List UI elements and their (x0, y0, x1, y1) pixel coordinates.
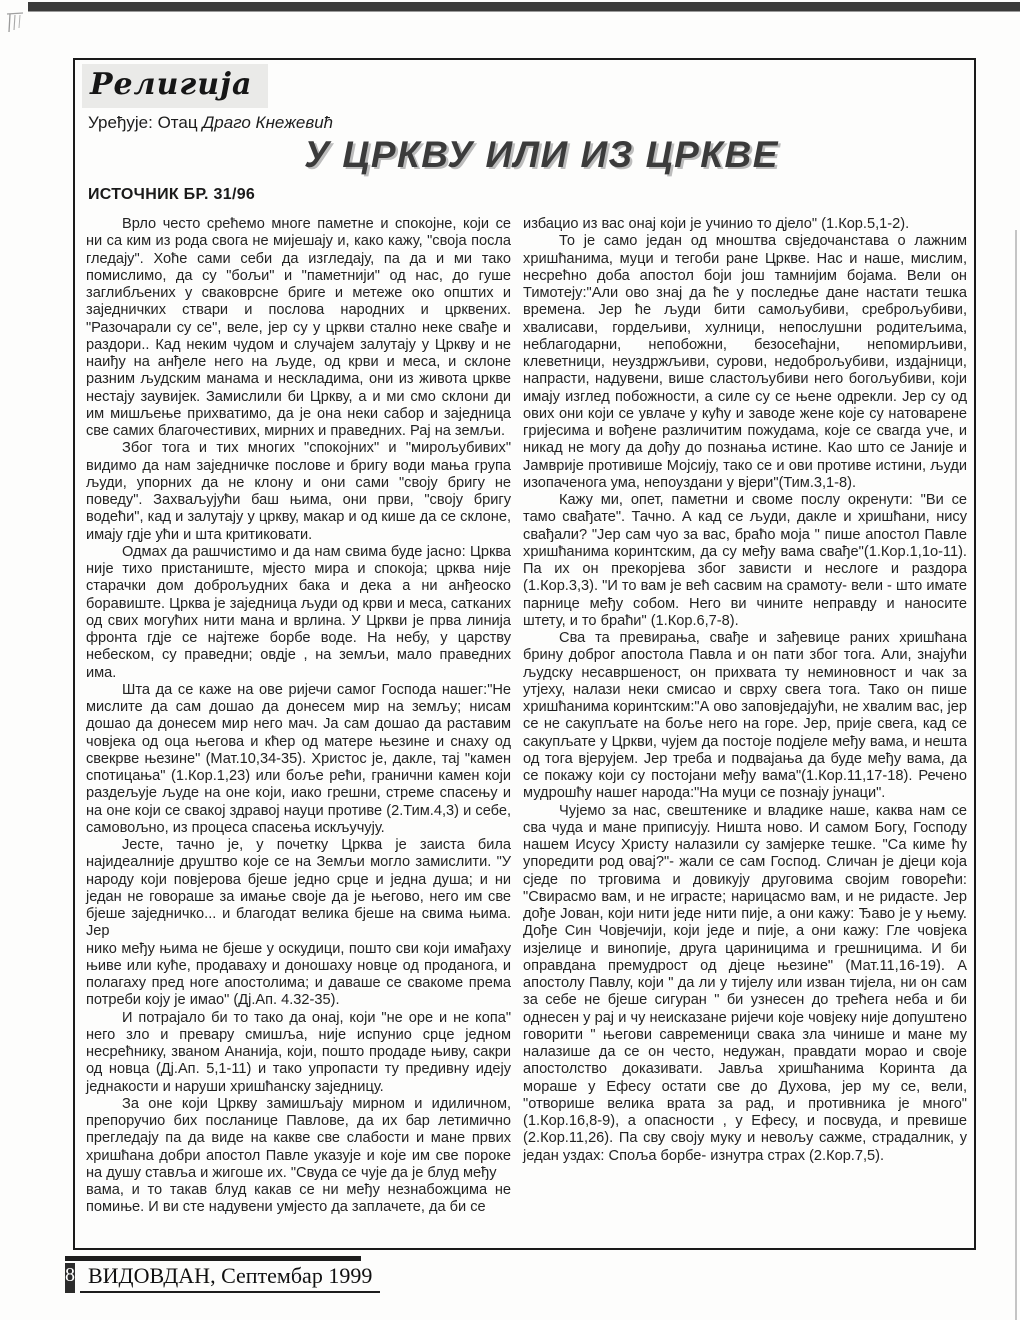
article-paragraph: За оне који Цркву замишљају мирном и идиличном, препоручио бих посланице Павлове, да их бар летимично прегледају па да виде на какве све слабости и мане првих хришћана добри апостол Павле указује и које им све пороке на душу ставља и жигоше их. "Свуда се чује да је блуд међу (86, 1095, 512, 1181)
article-paragraph: Чујемо за нас, свештенике и владике наше, каква нам се сва чуда и мане приписују. Ништа ново. И самом Богу, Господу нашем Исусу Христу налазили су замјерке тешке. "Са киме ћу упоредити род овај?"- жали се сам Господ. Сличан је дјеци која сједе по трговима и довикују друговима својим говорећи: "Свирасмо вам, и не играсте; нарицасмо вам, и не ридасте. Јер дође Јован, који нити једе нити пије, а они кажу: Ђаво је у њему. Дође Син Човјечији, који једе и пије, а они кажу: Гле човјека изјелице и винопије, друга цариницима и грешницима. И би оправдана премудрост од дјеце њезине" (Мат.11,16-19). А апостолу Павлу, који " да ли у тијелу или изван тијела, ни он сам за себе не бјеше сигуран " би узнесен до трећега неба и би однесен у рај и чу неисказане ријечи које човјеку није допуштено говорити " његови савременици свака зла чинише и мане му налазише да се он често, недужан, правдати морао и своје апостолство доказивати. Јавља хришћанима Коринта да мораше у Ефесу остати све до Духова, јер му се, вели, "отворише велика врата за рад, и противника је много" (1.Кор.16,8-9), а опасности , у Ефесу, и посвуда, и превише (2.Кор.11,26). Па сву своју муку и невољу сажме, страдалник, у један уздах: Споља борбе- изнутра страх (2.Кор.7,5). (523, 802, 967, 1164)
page-footer (65, 1256, 373, 1293)
article-paragraph: Одмах да рашчистимо и да нам свима буде јасно: Црква није тихо пристаниште, мјесто мира и спокоја; црква није старачки дом доброљудних бака и дека а ни анђеоско боравиште. Црква је заједница људи од крви и меса, сатканих од свих могућих нити мана и врлина. У Цркви је прва линија фронта гдје се најтеже борбе воде. На небу, у царству небеском, су праведни; овдје , на земљи, мало праведних има. (86, 543, 512, 681)
pen-marks-artifact (6, 10, 46, 44)
article-title: У ЦРКВУ ИЛИ ИЗ ЦРКВЕ (304, 134, 779, 175)
article-paragraph: избацио из вас онај који је учинио то дјело" (1.Кор.5,1-2). (523, 216, 910, 232)
scan-shadow-right (1015, 230, 1017, 1320)
right-column (523, 216, 967, 1217)
scan-edge-top (28, 2, 1020, 11)
section-rubric (82, 64, 268, 108)
editor-name: Драго Кнежевић (202, 113, 334, 132)
article-paragraph: Врло често срећемо многе паметне и спокојне, који се ни са ким из рода свога не мијешају и, како кажу, "своја посла гледају". Хоће сами себи да изгледају, па да и ми тако помислимо, да су "бољи" и "паметнији" од нас, до гуше заглибљених у сваковрсне бриге и метеже око општих и заједничких ствари и послова народних и црквених. "Разочарали су се", веле, јер су у цркви стално неке свађе и раздори.. Кад неким чудом и случајем залутају у Цркву и не наиђу на анђеле него на људе, од крви и меса, и склоне разним људским манама и нескладима, они из живота цркве нестају заувијек. Замислили би Цркву, а и ми смо склони ди им мишљење прихватимо, да је она неки сабор и заједница све самих благочестивих, мирних и праведних. Рај на земљи. (86, 216, 512, 439)
editor-line (88, 113, 967, 133)
article-paragraph: нико међу њима не бјеше у оскудици, пошто сви који имађаху њиве или куће, продаваху и доношаху новце од проданога, и полагаху пред ноге апостолима; и даваше се свакоме према потреби коју је имао" (Дј.Ап. 4.32-35). (86, 940, 512, 1009)
article-paragraph: Сва та превирања, свађе и зађевице раних хришћана брину доброг апостола Павла и он пати због тога. Али, знајући људску несавршеност, он прихвата ту неминовност и чак за утјеху, налази неки смисао и сврху свега тога. Тако он пише хришћанима коринтским:"А ово заповједајући, не хвалим вас, јер се не сакупљате на боље него на горе. Јер, прије свега, кад се сакупљате у Цркви, чујем да постоје подјеле међу вама, и нешта од тога вјерујем. Јер треба и подвајања да буде међу вама, да се покажу који су постојани међу вама"(1.Кор.11,17-18). Речено мудрошћу нашег народа:"На муци се познају јунаци". (523, 630, 967, 802)
article-paragraph: И потрајало би то тако да онај, који "не оре и не копа" него зло и превару смишља, није испунио срце једном несрећнику, званом Ананија, који, пошто продаде њиву, сакри од новца (Дј.Ап. 5,1-11) и тако упропасти ту предивну идеју једнакости и наруши хришћанску заједницу. (86, 1009, 512, 1095)
article-paragraph: То је само један од мноштва свједочанстава о лажним хришћанима, муци и тегоби ране Цркве. Нас и наше, мислим, несрећно доба апостол боји још тамнијим бојама. Вели он Тимотеју:"Али ово знај да ће у последње дане настати тешка времена. Јер ће људи бити самољубиви, среброљубиви, хвалисави, гордељиви, хулници, непослушни родитељима, неблагодарни, непобожни, безосећајни, непомирљиви, клеветници, неуздржљиви, сурови, недоброљубиви, издајници, напрасти, надувени, више сластољубиви него богољубиви, који имају изглед побожности, а силе су се њене одрекли. Јер су од ових они који се увлаче у кућу и заводе жене које су натоварене гријесима и вођене различитим пожудама, које се свагда уче, и никад не могу да дођу до познања истине. Као што се Јаније и Јамврије противише Мојсију, тако се и ови противе истини, људи изопаченога ума, непоуздани у вјери"(Тим.3,1-8). (523, 233, 967, 491)
footer-bar (65, 1256, 373, 1293)
article-paragraph: вама, и то такав блуд какав се ни међу незнабожцима не помиње. И ви сте надувени умјесто да заплачете, да би се (86, 1182, 512, 1216)
article-body (86, 216, 967, 1217)
section-rubric-label: Религија (90, 67, 253, 102)
article-paragraph: Шта да се каже на ове ријечи самог Господа нашег:"Не мислите да сам дошао да донесем мир на земљу; нисам дошао да донесем мир него мач. Ја сам дошао да раставим човјека од оца његова и кћер од матере њезине и снаху од свекрве њезине" (Мат.10,34-35). Христос је, дакле, тај "камен спотицања" (1.Кор.1,23) или боље рећи, гранични камен који раздељује људе на оне који, иако грешни, стреме спасењу и на оне који се свакој здравој науци противе (2.Тим.4,3) и себе, самовољно, из процеса спасења искључују. (86, 681, 512, 836)
article-frame (73, 58, 976, 1250)
editor-prefix: Уређује: Отац (88, 113, 203, 132)
left-column (86, 216, 511, 1217)
source-line: ИСТОЧНИК БР. 31/96 (88, 186, 256, 203)
article-paragraph: Кажу ми, опет, паметни и своме послу окренути: "Ви се тамо свађате". Тачно. А кад се људи, дакле и хришћани, нису свађали? "Јер сам чуо за вас, браћо моја " пише апостол Павле хришћанима коринтским, да су међу вама свађе"(1.Кор.1,1о-11). Па их он прекорјева због зависти и неслоге и раздора (1.Кор.3,3). "И то вам је већ сасвим на срамоту- вели - што имате парнице међу собом. Него ви чините неправду и наносите штету, и то браћи" (1.Кор.6,7-8). (523, 492, 967, 629)
page-number: 8 (65, 1263, 75, 1293)
article-paragraph: Јесте, тачно је, у почетку Црква је заиста била најидеалније друштво које се на Земљи могло замислити. "У народу који повјерова бјеше једно срце и једна душа; и ни један не говораше за имање своје да је његово, него им све бјеше заједничко... и благодат велика бјеше на свима њима. Јер (86, 837, 512, 940)
publication-name: ВИДОВДАН, Септембар 1999 (80, 1263, 380, 1293)
article-paragraph: Због тога и тих многих "спокојних" и "мирољубивих" видимо да нам заједничке послове и бригу води мања група људи, упорних да не клону и они сами "своју бригу не поведу". Захваљујући баш њима, они први, "своју бригу водећи", кад и залутају у цркву, макар и од кише да се склоне, имају гдје ући и шта критиковати. (86, 440, 512, 543)
